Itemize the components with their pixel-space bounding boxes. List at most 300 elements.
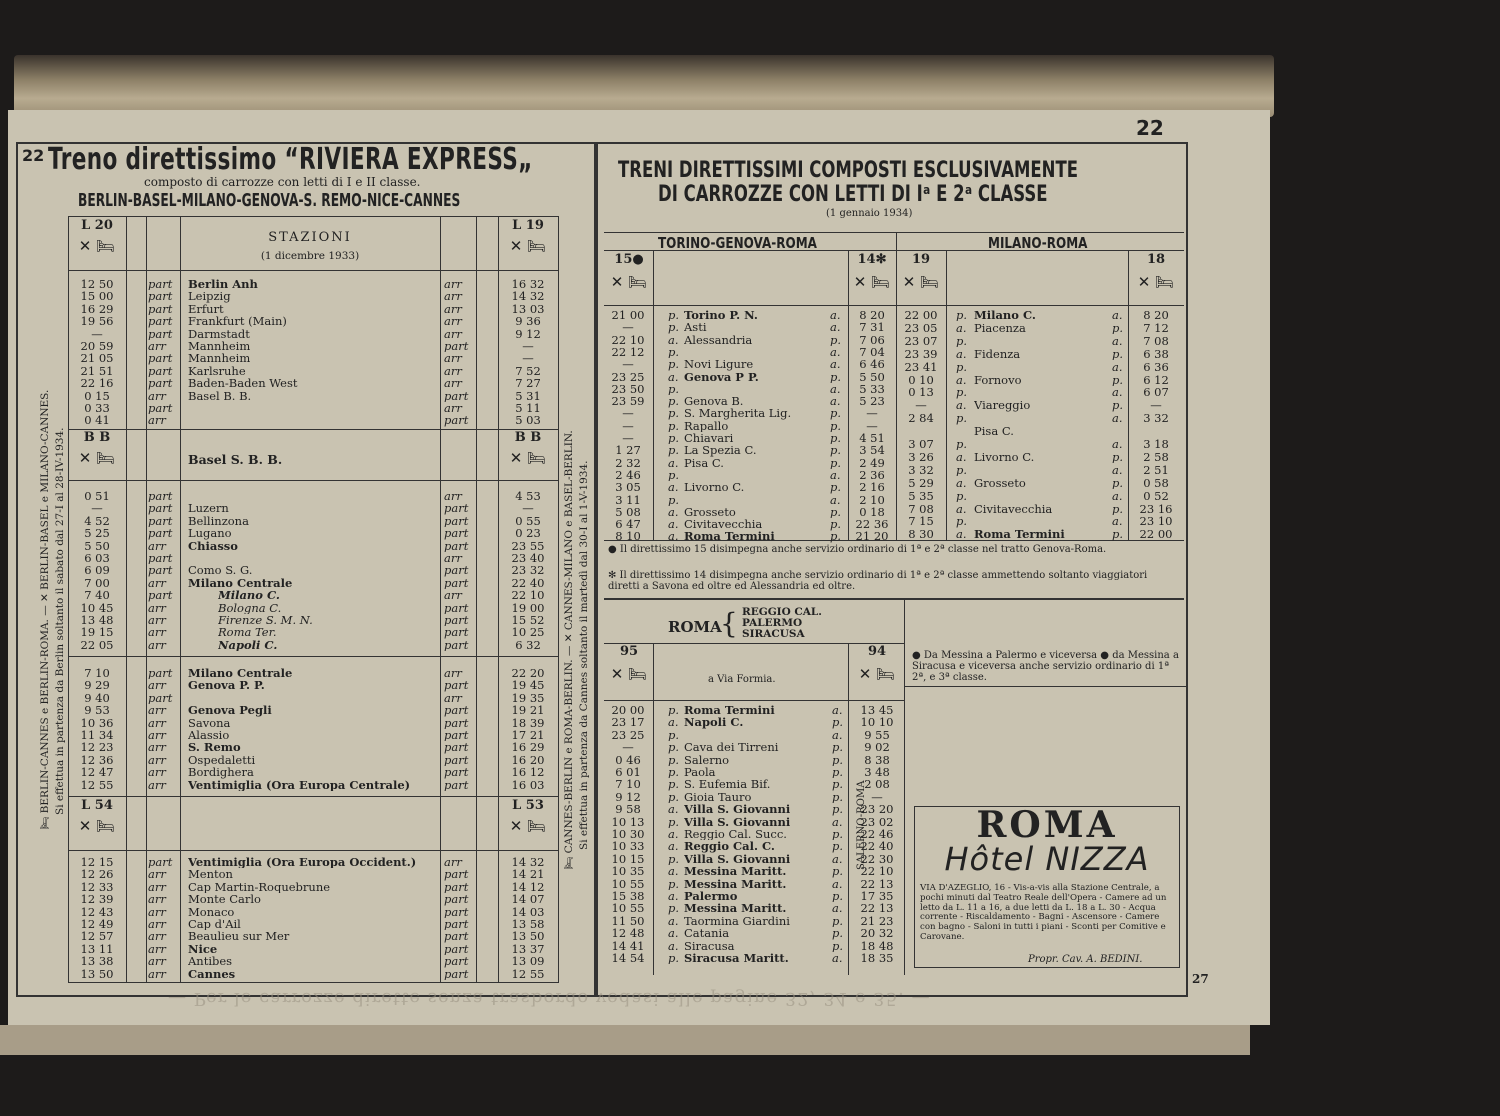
time-down: 1 27: [615, 444, 641, 457]
ad-proprietor: Propr. Cav. A. BEDINI.: [1028, 954, 1143, 965]
dep-time-left: 12 55: [80, 778, 114, 791]
time-down: 3 26: [908, 450, 934, 464]
arr-part-flag: a.: [668, 890, 679, 903]
arr-part-right: part: [444, 778, 469, 791]
time-up: 0 52: [1143, 489, 1169, 502]
time-up: 23 20: [860, 803, 894, 816]
dep-time-left: 19 15: [80, 626, 114, 639]
dep-time-right: 5 03: [515, 414, 541, 427]
time-up: 9 02: [864, 741, 890, 754]
time-down: 8 30: [908, 528, 934, 541]
time-down: 21 00: [611, 309, 645, 322]
station-name: Genova P. P.: [188, 679, 265, 692]
arr-part-right: part: [444, 741, 469, 754]
dep-time-left: 21 51: [80, 364, 114, 378]
station-name: La Spezia C.: [684, 444, 757, 457]
station-basel-sbb: Basel S. B. B.: [188, 452, 283, 467]
arr-part-flag: p.: [830, 432, 842, 445]
arr-part-flag: p.: [668, 778, 680, 791]
arr-part-flag: a.: [668, 481, 679, 494]
arr-part-left: arr: [148, 679, 166, 692]
arr-part-left: arr: [148, 741, 166, 754]
time-up: 5 50: [859, 370, 885, 383]
station-name: Palermo: [684, 890, 738, 903]
station-name: Paola: [684, 766, 716, 779]
time-up: 10 10: [860, 716, 894, 729]
sleeper-icon: ✕ 🛏: [902, 273, 940, 291]
time-up: 21 20: [855, 530, 889, 543]
time-up: 6 38: [1143, 347, 1169, 361]
arr-part-flag: p.: [956, 360, 968, 373]
time-up: 20 32: [860, 927, 894, 940]
arr-part-left: arr: [148, 704, 166, 717]
dest-palermo: PALERMO: [742, 617, 803, 629]
arr-part-flag: p.: [668, 358, 680, 371]
time-down: 23 41: [904, 360, 938, 373]
station-name: Alessandria: [684, 333, 753, 346]
arr-part-flag: a.: [830, 345, 841, 359]
side-note-right-2: Si effettua in partenza da Cannes soltanto il martedì dal 30-I al 1-V-1934.: [578, 460, 590, 850]
dep-time-right: 23 32: [511, 564, 545, 577]
time-up: 22 00: [1139, 528, 1173, 541]
time-up: 2 36: [859, 468, 885, 482]
arr-part-flag: p.: [668, 419, 680, 433]
time-up: 18 35: [860, 952, 894, 965]
arr-part-left: part: [148, 514, 173, 528]
arr-part-right: arr: [444, 290, 462, 303]
station-name: Monte Carlo: [188, 893, 261, 906]
train-label-l54: L 54: [81, 798, 113, 813]
station-name: Civitavecchia: [974, 502, 1053, 515]
dep-time-right: 0 55: [515, 514, 541, 528]
dep-time-right: 5 11: [515, 402, 541, 415]
time-down: 10 13: [611, 815, 645, 828]
arr-part-flag: p.: [668, 728, 680, 742]
time-down: 6 01: [615, 766, 641, 779]
dep-time-left: 9 40: [84, 691, 110, 705]
arr-part-flag: a.: [832, 902, 843, 915]
arr-part-right: part: [444, 527, 469, 540]
arr-part-right: part: [444, 766, 469, 779]
arr-part-right: part: [444, 918, 469, 931]
arr-part-right: part: [444, 340, 469, 353]
dest-reggio: REGGIO CAL.: [742, 606, 822, 618]
time-down: 23 25: [611, 728, 645, 742]
station-name: Messina Maritt.: [684, 902, 787, 915]
arr-part-flag: p.: [668, 468, 680, 482]
brace: {: [720, 607, 738, 640]
arr-part-flag: p.: [668, 395, 680, 408]
stazioni-date: (1 dicembre 1933): [260, 250, 360, 262]
arr-part-left: arr: [148, 729, 166, 742]
arr-part-right: part: [444, 729, 469, 742]
station-name: Messina Maritt.: [684, 865, 787, 878]
dep-time-left: 15 00: [80, 290, 114, 303]
arr-part-flag: p.: [668, 345, 680, 359]
station-name: Ventimiglia (Ora Europa Centrale): [188, 778, 411, 791]
dep-time-right: 13 58: [511, 918, 545, 931]
time-up: 22 13: [860, 902, 894, 915]
dep-time-right: 10 25: [511, 626, 545, 639]
time-down: 22 10: [611, 333, 645, 346]
station-name: Alassio: [188, 729, 230, 742]
arr-part-flag: p.: [830, 456, 842, 469]
arr-part-right: arr: [444, 402, 462, 415]
arr-part-flag: a.: [1112, 386, 1123, 399]
dep-time-left: 12 47: [80, 766, 114, 779]
time-down: 3 07: [908, 438, 934, 451]
time-down: —: [622, 419, 634, 433]
arr-part-right: part: [444, 576, 469, 590]
arr-part-flag: p.: [832, 741, 844, 754]
arr-part-flag: a.: [830, 468, 841, 482]
train-label-l20: L 20: [81, 218, 113, 233]
arr-part-left: part: [148, 691, 173, 705]
train-15: 15●: [614, 252, 644, 267]
time-up: 5 23: [859, 395, 885, 408]
arr-part-flag: a.: [668, 505, 679, 519]
dep-time-right: 22 10: [511, 589, 545, 602]
dep-time-left: 9 53: [84, 704, 110, 717]
dep-time-left: 7 10: [84, 667, 110, 680]
time-down: 0 13: [908, 386, 934, 399]
arr-part-flag: p.: [668, 852, 680, 866]
arr-part-left: part: [148, 364, 173, 378]
station-name: Bellinzona: [188, 514, 249, 528]
ad-city: ROMA: [976, 804, 1118, 846]
arr-part-right: part: [444, 704, 469, 717]
arr-part-flag: a.: [1112, 334, 1123, 348]
ad-hotel-name: Hôtel NIZZA: [944, 840, 1150, 878]
time-down: 9 58: [615, 803, 641, 816]
sleeper-cross-icon: ✕ 🛏: [509, 237, 547, 255]
station-name: Ventimiglia (Ora Europa Occident.): [188, 856, 417, 869]
time-up: 23 10: [1139, 515, 1173, 528]
time-up: 8 38: [864, 753, 890, 766]
time-down: 10 33: [611, 840, 645, 853]
sleeper-icon: ✕ 🛏: [853, 273, 891, 291]
stazioni-header: STAZIONI: [268, 230, 352, 245]
dep-time-right: 16 03: [511, 778, 545, 791]
station-name: Roma Ter.: [218, 626, 277, 639]
dep-time-left: 19 56: [80, 315, 114, 328]
arr-part-left: arr: [148, 389, 166, 402]
left-title: Treno direttissimo “RIVIERA EXPRESS„: [48, 142, 533, 177]
arr-part-flag: p.: [668, 902, 680, 915]
time-up: 7 04: [859, 345, 885, 359]
arr-part-flag: a.: [830, 493, 841, 506]
south-note: ● Da Messina a Palermo e viceversa ● da Messina a Siracusa e viceversa anche servizio ordinario di 1ª 2ª, e 3ª classe.: [912, 650, 1179, 683]
via-formia: a Via Formia.: [708, 674, 776, 685]
dep-time-right: 19 21: [511, 704, 545, 717]
arr-part-right: part: [444, 389, 469, 402]
arr-part-flag: p.: [668, 952, 680, 965]
arr-part-right: part: [444, 679, 469, 692]
arr-part-flag: a.: [830, 358, 841, 371]
time-down: 7 15: [908, 515, 934, 528]
time-down: 23 50: [611, 382, 645, 396]
station-name: Reggio Cal. C.: [684, 840, 775, 853]
dep-time-left: 6 03: [84, 552, 110, 565]
arr-part-flag: p.: [830, 370, 842, 383]
dep-time-right: 15 52: [511, 614, 545, 627]
time-down: 5 08: [615, 505, 641, 519]
arr-part-flag: a.: [1112, 438, 1123, 451]
right-title-line-1: TRENI DIRETTISSIMI COMPOSTI ESCLUSIVAMENTE: [618, 158, 1078, 183]
arr-part-left: part: [148, 667, 173, 680]
arr-part-flag: p.: [1112, 528, 1124, 541]
train-label-bb-left: B B: [83, 430, 111, 445]
time-down: 6 47: [615, 518, 641, 531]
arr-part-right: arr: [444, 490, 462, 503]
station-name: Erfurt: [188, 302, 224, 316]
arr-part-left: part: [148, 589, 173, 602]
dep-time-right: 18 39: [511, 716, 545, 729]
arr-part-left: part: [148, 564, 173, 577]
note-train-14: ✻ Il direttissimo 14 disimpegna anche servizio ordinario di 1ª e 2ª classe ammettendo soltanto viaggiatori diretti a Savona ed oltre ed Alessandria ed oltre.: [608, 570, 1148, 592]
time-down: 5 29: [908, 476, 934, 490]
arr-part-flag: a.: [832, 704, 843, 717]
arr-part-flag: a.: [668, 530, 679, 543]
station-name: Siracusa: [684, 939, 735, 952]
time-down: 5 35: [908, 489, 934, 502]
time-down: —: [915, 399, 927, 412]
arr-part-right: part: [444, 626, 469, 639]
dep-time-left: 22 05: [80, 638, 114, 652]
dep-time-left: 7 00: [84, 576, 110, 590]
dep-time-right: 4 53: [515, 490, 541, 503]
dep-time-left: 5 50: [84, 539, 110, 552]
time-down: 22 12: [611, 345, 645, 359]
dep-time-left: 6 09: [84, 564, 110, 577]
arr-part-flag: a.: [1112, 412, 1123, 425]
dep-time-right: 13 09: [511, 955, 545, 968]
time-down: 23 39: [904, 347, 938, 361]
arr-part-flag: p.: [668, 444, 680, 457]
arr-part-right: part: [444, 716, 469, 729]
time-down: 10 55: [611, 877, 645, 890]
arr-part-flag: p.: [956, 489, 968, 502]
corner-mark: 27: [1192, 972, 1209, 986]
dep-time-left: 12 49: [80, 918, 114, 931]
dep-time-left: 0 51: [84, 490, 110, 503]
arr-part-right: part: [444, 514, 469, 528]
time-up: 22 30: [860, 852, 894, 866]
sleeper-cross-icon: ✕ 🛏: [78, 449, 116, 467]
time-down: 0 46: [615, 753, 641, 766]
station-name: Leipzig: [188, 290, 231, 303]
arr-part-left: arr: [148, 778, 166, 791]
train-94: 94: [867, 644, 887, 659]
arr-part-right: arr: [444, 327, 462, 340]
train-18: 18: [1146, 252, 1166, 267]
time-up: 0 58: [1143, 476, 1169, 490]
dep-time-right: 22 20: [511, 667, 545, 680]
station-name: Basel B. B.: [188, 389, 252, 402]
dep-time-right: 14 32: [511, 856, 545, 869]
station-name: Savona: [188, 716, 231, 729]
time-up: 3 48: [864, 766, 890, 779]
time-down: 23 05: [904, 321, 938, 335]
station-name: Torino P. N.: [684, 309, 758, 322]
side-note-left-1: 🛏 BERLIN-CANNES e BERLIN-ROMA. — ✕ BERLIN-BASEL e MILANO-CANNES.: [39, 389, 51, 830]
dep-time-right: —: [522, 340, 534, 353]
time-down: 3 32: [908, 463, 934, 477]
dep-time-left: 12 33: [80, 880, 114, 894]
station-name: Roma Termini: [974, 528, 1065, 541]
left-title-number: 22: [22, 146, 45, 165]
time-down: 14 54: [611, 952, 645, 965]
arr-part-flag: p.: [956, 386, 968, 399]
side-note-left-2: Si effettua in partenza da Berlin soltanto il sabato dal 27-I al 28-IV-1934.: [54, 427, 66, 815]
time-down: 7 10: [615, 778, 641, 791]
arr-part-flag: p.: [668, 493, 680, 506]
roma-label: ROMA: [668, 618, 722, 636]
arr-part-right: arr: [444, 302, 462, 316]
station-name: Roma Termini: [684, 704, 775, 717]
arr-part-flag: p.: [956, 309, 968, 322]
arr-part-right: part: [444, 967, 469, 980]
arr-part-flag: p.: [832, 803, 844, 816]
arr-part-right: part: [444, 638, 469, 652]
arr-part-left: arr: [148, 340, 166, 353]
time-down: 10 30: [611, 828, 645, 841]
station-name: Reggio Cal. Succ.: [684, 828, 787, 841]
arr-part-flag: p.: [668, 815, 680, 828]
arr-part-flag: a.: [830, 382, 841, 396]
left-subtitle: composto di carrozze con letti di I e II classe.: [144, 175, 421, 189]
time-down: 8 10: [615, 530, 641, 543]
dep-time-right: —: [522, 352, 534, 365]
time-down: 11 50: [611, 914, 645, 928]
arr-part-right: part: [444, 539, 469, 552]
time-down: 23 59: [611, 395, 645, 408]
dep-time-left: 12 57: [80, 930, 114, 943]
arr-part-flag: p.: [830, 333, 842, 346]
arr-part-right: part: [444, 955, 469, 968]
dep-time-left: 22 16: [80, 377, 114, 390]
time-down: 3 05: [615, 481, 641, 494]
arr-part-left: arr: [148, 753, 166, 767]
station-name: Bologna C.: [218, 601, 282, 614]
arr-part-flag: p.: [830, 407, 842, 420]
dep-time-right: 22 40: [511, 576, 545, 590]
time-up: 0 18: [859, 505, 885, 519]
arr-part-left: arr: [148, 614, 166, 627]
time-down: 7 08: [908, 502, 934, 515]
arr-part-flag: a.: [956, 347, 967, 361]
dep-time-left: 12 50: [80, 278, 114, 291]
arr-part-left: arr: [148, 893, 166, 906]
station-name: Berlin Anh: [188, 278, 258, 291]
dep-time-left: 5 25: [84, 527, 110, 540]
salerno-roma-side-label: SALERNO-ROMA: [856, 780, 867, 870]
station-name: Darmstadt: [188, 327, 250, 340]
arr-part-right: arr: [444, 377, 462, 390]
dep-time-left: —: [91, 502, 103, 515]
arr-part-flag: p.: [1112, 373, 1124, 386]
time-up: 6 07: [1143, 386, 1169, 399]
arr-part-flag: p.: [1112, 321, 1124, 335]
dep-time-left: —: [91, 327, 103, 340]
time-down: 15 38: [611, 890, 645, 903]
dep-time-left: 20 59: [80, 340, 114, 353]
station-name: Nice: [188, 942, 218, 956]
arr-part-flag: p.: [832, 939, 844, 952]
arr-part-left: part: [148, 315, 173, 328]
arr-part-flag: a.: [830, 321, 841, 334]
dep-time-left: 12 43: [80, 905, 114, 918]
arr-part-flag: a.: [668, 939, 679, 952]
arr-part-flag: p.: [668, 407, 680, 420]
train-label-l19: L 19: [512, 218, 544, 233]
arr-part-flag: p.: [668, 741, 680, 754]
station-name: Grosseto: [684, 505, 736, 519]
dep-time-right: 0 23: [515, 527, 541, 540]
dep-time-left: 9 29: [84, 679, 110, 692]
dep-time-right: 14 03: [511, 905, 545, 918]
sleeper-cross-icon: ✕ 🛏: [509, 449, 547, 467]
station-name: Luzern: [188, 502, 229, 515]
time-down: 23 25: [611, 370, 645, 383]
time-up: 6 12: [1143, 373, 1169, 386]
mr-header: MILANO-ROMA: [988, 234, 1088, 252]
station-name: Pisa C.: [684, 456, 724, 469]
time-down: 2 32: [615, 456, 641, 469]
time-up: 3 32: [1143, 412, 1169, 425]
station-name: Como S. G.: [188, 564, 253, 577]
arr-part-flag: p.: [956, 412, 968, 425]
station-name: Milano C.: [218, 589, 280, 602]
time-up: 2 49: [859, 456, 885, 469]
time-down: —: [622, 407, 634, 420]
arr-part-flag: a.: [1112, 360, 1123, 373]
sleeper-cross-icon: ✕ 🛏: [509, 817, 547, 835]
station-name: Villa S. Giovanni: [684, 815, 791, 828]
book-page-edges: [14, 55, 1274, 117]
time-down: 2 84: [908, 412, 934, 425]
tgr-header: TORINO-GENOVA-ROMA: [658, 234, 817, 252]
arr-part-flag: a.: [832, 728, 843, 742]
station-name: Firenze S. M. N.: [218, 614, 313, 627]
dep-time-right: 14 07: [511, 893, 545, 906]
station-name: Ospedaletti: [188, 753, 256, 767]
arr-part-flag: p.: [668, 321, 680, 334]
arr-part-right: part: [444, 905, 469, 918]
arr-part-left: part: [148, 302, 173, 316]
arr-part-flag: p.: [956, 515, 968, 528]
station-name: Milano C.: [974, 309, 1036, 322]
station-name: Menton: [188, 868, 233, 881]
arr-part-flag: p.: [1112, 502, 1124, 515]
ad-body: VIA D'AZEGLIO, 16 - Vis-a-vis alla Stazione Centrale, a pochi minuti dal Teatro Reale dell'Opera - Camere ad un letto da L. 11 a 16, a due letti da L. 18 a L. 30 - Acqua corrente - Riscaldamento - Bagni - Ascensore - Camere con bagno - Saloni in tutti i piani - Sconti per Comitive e Carovane.: [920, 883, 1167, 942]
arr-part-flag: a.: [668, 456, 679, 469]
dep-time-right: 23 55: [511, 539, 545, 552]
arr-part-flag: p.: [832, 790, 844, 804]
time-up: 2 16: [859, 481, 885, 494]
lower-page-strip: [0, 1025, 1250, 1055]
arr-part-left: part: [148, 402, 173, 415]
arr-part-flag: a.: [668, 333, 679, 346]
dep-time-left: 11 34: [80, 729, 114, 742]
dep-time-left: 7 40: [84, 589, 110, 602]
dep-time-left: 13 38: [80, 955, 114, 968]
arr-part-flag: p.: [832, 927, 844, 940]
arr-part-flag: p.: [668, 382, 680, 396]
time-down: —: [622, 432, 634, 445]
arr-part-right: arr: [444, 589, 462, 602]
dep-time-right: 14 21: [511, 868, 545, 881]
